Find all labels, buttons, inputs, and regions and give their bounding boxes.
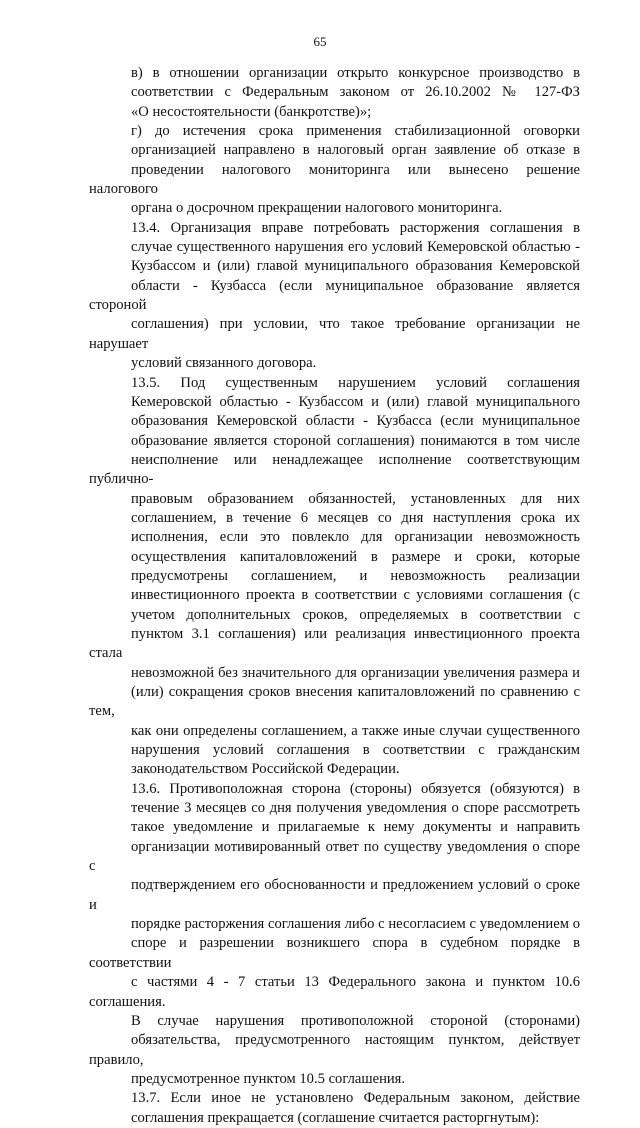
text-line: подтверждением его обоснованности и предложением условий о сроке и (89, 877, 580, 913)
text-line: соглашения прекращается (соглашение считается расторгнутым): (131, 1109, 540, 1126)
text-line: в) в отношении организации открыто конкурсное производство в (131, 65, 580, 81)
text-line: правовым образованием обязанностей, установленных для них (131, 490, 580, 507)
text-line: случае существенного нарушения его условий Кемеровской областью - (131, 239, 580, 256)
text-line: Кемеровской областью - Кузбассом и (или) главой муниципального (131, 393, 580, 410)
text-line: как они определены соглашением, а также иные случаи существенного (131, 722, 580, 739)
text-line: 13.6. Противоположная сторона (стороны) обязуется (обязуются) в (131, 780, 580, 797)
text-line: организации мотивированный ответ по существу уведомления о споре с (89, 838, 580, 875)
text-line: обязательства, предусмотренного настоящим пунктом, действует правило, (89, 1032, 580, 1068)
text-line: Кузбассом и (или) главой муниципального образования Кемеровской (131, 258, 580, 275)
text-line: организацией направлено в налоговый орган заявление об отказе в (131, 142, 580, 159)
text-line: неисполнение или ненадлежащее исполнение соответствующим публично- (89, 451, 580, 488)
text-line: В случае нарушения противоположной стороной (сторонами) (131, 1012, 580, 1029)
paragraph-p-13-6 (89, 780, 580, 1012)
text-line: осуществления капиталовложений в размере и сроки, которые (131, 548, 580, 565)
document-body (89, 64, 580, 1128)
text-line: инвестиционного проекта в соответствии с условиями соглашения (с (131, 587, 580, 604)
text-line: условий связанного договора. (131, 355, 317, 372)
text-line: 13.7. Если иное не установлено Федеральным законом, действие (131, 1090, 580, 1107)
text-line: области - Кузбасса (если муниципальное образование является стороной (89, 277, 580, 314)
text-line: предусмотрены соглашением, и невозможность реализации (131, 567, 580, 584)
page-number: 65 (313, 34, 327, 49)
text-line: порядке расторжения соглашения либо с несогласием с уведомлением о (131, 916, 580, 933)
text-line: 13.4. Организация вправе потребовать расторжения соглашения в (131, 219, 580, 236)
text-line: (или) сокращения сроков внесения капиталовложений по сравнению с тем, (89, 684, 580, 720)
text-line: проведении налогового мониторинга или вынесено решение налогового (89, 161, 580, 198)
text-line: «О несостоятельности (банкротстве)»; (131, 103, 372, 120)
text-line: течение 3 месяцев со дня получения уведомления о споре рассмотреть (131, 800, 580, 817)
text-line: пунктом 3.1 соглашения) или реализация инвестиционного проекта стала (89, 625, 580, 662)
text-line: с частями 4 - 7 статьи 13 Федерального закона и пунктом 10.6 соглашения. (89, 974, 580, 1010)
text-line: соглашения) при условии, что такое требование организации не нарушает (89, 316, 580, 352)
text-line: органа о досрочном прекращении налогового мониторинга. (131, 200, 503, 217)
text-line: исполнения, если это повлекло для организации невозможность (131, 529, 580, 546)
text-line: споре и разрешении возникшего спора в судебном порядке в соответствии (89, 935, 580, 971)
text-line: образование является стороной соглашения) понимаются в том числе (131, 432, 580, 449)
text-line: соответствии с Федеральным законом от 26.10.2002 № 127-ФЗ (131, 84, 580, 101)
paragraph-p-13-7 (89, 1089, 580, 1128)
paragraph-p-13-4 (89, 219, 580, 374)
text-line: учетом дополнительных сроков, определяемых в соответствии с (131, 606, 580, 623)
paragraph-p-g (89, 122, 580, 219)
text-line: г) до истечения срока применения стабилизационной оговорки (131, 123, 580, 140)
paragraph-p-v (89, 64, 580, 122)
paragraph-p-13-5 (89, 374, 580, 780)
text-line: 13.5. Под существенным нарушением условий соглашения (131, 374, 580, 391)
paragraph-p-breach (89, 1012, 580, 1089)
text-line: нарушения условий соглашения в соответствии с гражданским (131, 742, 580, 759)
text-line: образования Кемеровской области - Кузбасса (если муниципальное (131, 413, 580, 430)
text-line: предусмотренное пунктом 10.5 соглашения. (131, 1070, 406, 1087)
text-line: такое уведомление и прилагаемые к нему документы и направить (131, 819, 580, 836)
text-line: невозможной без значительного для организации увеличения размера и (131, 664, 580, 681)
text-line: соглашением, в течение 6 месяцев со дня наступления срока их (131, 509, 580, 526)
text-line: законодательством Российской Федерации. (131, 761, 400, 778)
